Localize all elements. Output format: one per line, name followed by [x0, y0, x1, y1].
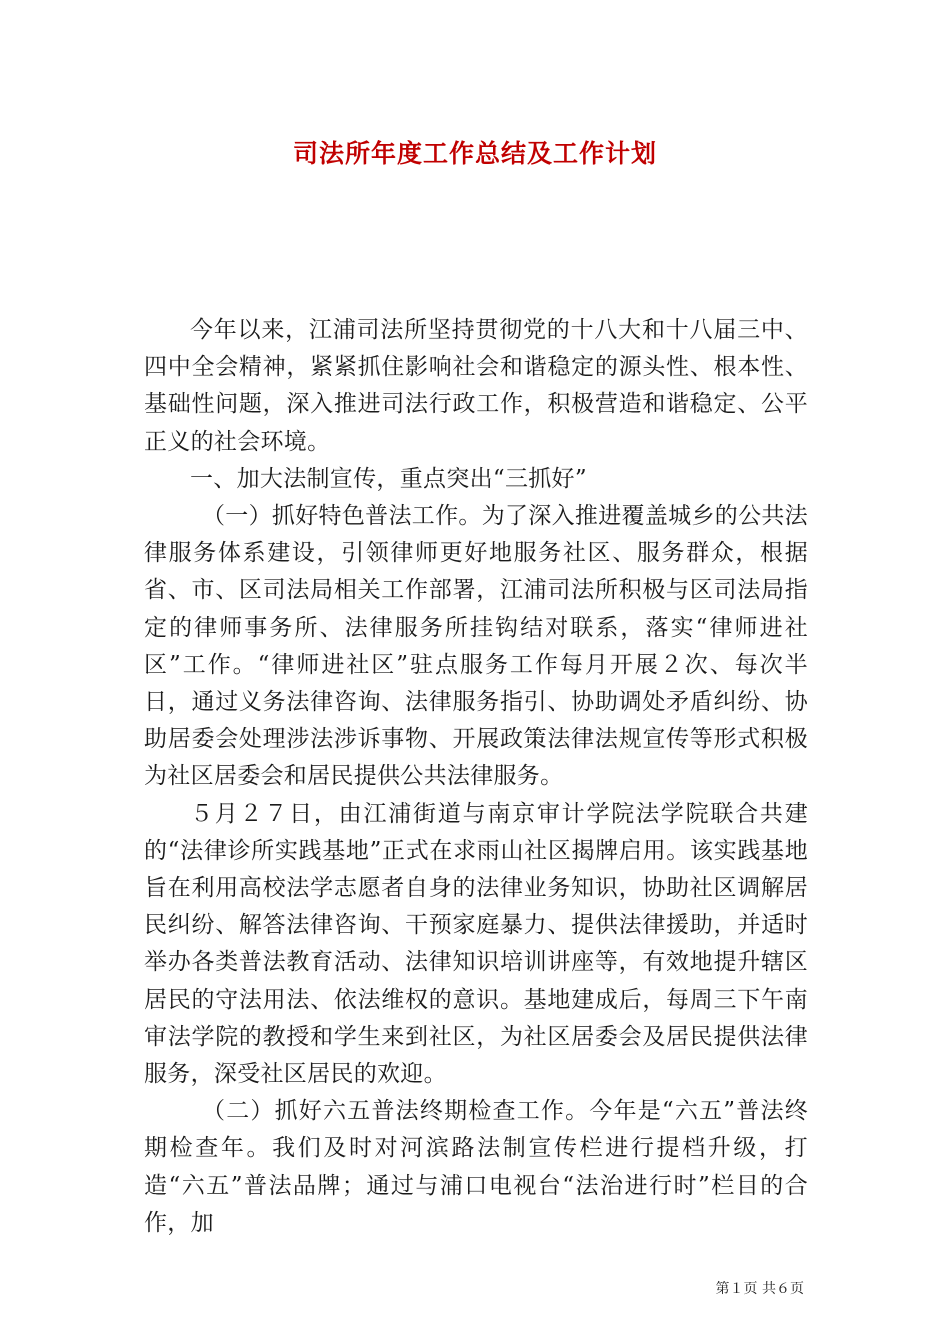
document-title: 司法所年度工作总结及工作计划	[292, 139, 657, 168]
page-number: 第１页 共６页	[715, 1281, 804, 1297]
paragraph-law-clinic: ５月２７日，由江浦街道与南京审计学院法学院联合共建的“法律诊所实践基地”正式在求雨山社区揭牌启用。该实践基地旨在利用高校法学志愿者自身的法律业务知识，协助社区调解居民纠纷、解答法律咨询、干预家庭暴力、提供法律援助，并适时举办各类普法教育活动、法律知识培训讲座等，有效地提升辖区居民的守法用法、依法维权的意识。基地建成后，每周三下午南审法学院的教授和学生来到社区，为社区居委会及居民提供法律服务，深受社区居民的欢迎。	[144, 800, 808, 1088]
paragraph-item-2: （二）抓好六五普法终期检查工作。今年是“六五”普法终期检查年。我们及时对河滨路法制宣传栏进行提档升级，打造“六五”普法品牌；通过与浦口电视台“法治进行时”栏目的合作，加	[144, 1098, 808, 1236]
document-body	[144, 312, 808, 1242]
section-heading-1: 一、加大法制宣传，重点突出“三抓好”	[190, 465, 587, 492]
paragraph-intro: 今年以来，江浦司法所坚持贯彻党的十八大和十八届三中、四中全会精神，紧紧抓住影响社会和谐稳定的源头性、根本性、基础性问题，深入推进司法行政工作，积极营造和谐稳定、公平正义的社会环境。	[144, 317, 808, 455]
paragraph-item-1: （一）抓好特色普法工作。为了深入推进覆盖城乡的公共法律服务体系建设，引领律师更好地服务社区、服务群众，根据省、市、区司法局相关工作部署，江浦司法所积极与区司法局指定的律师事务所、法律服务所挂钩结对联系，落实“律师进社区”工作。“律师进社区”驻点服务工作每月开展２次、每次半日，通过义务法律咨询、法律服务指引、协助调处矛盾纠纷、协助居委会处理涉法涉诉事物、开展政策法律法规宣传等形式积极为社区居委会和居民提供公共法律服务。	[144, 503, 808, 790]
